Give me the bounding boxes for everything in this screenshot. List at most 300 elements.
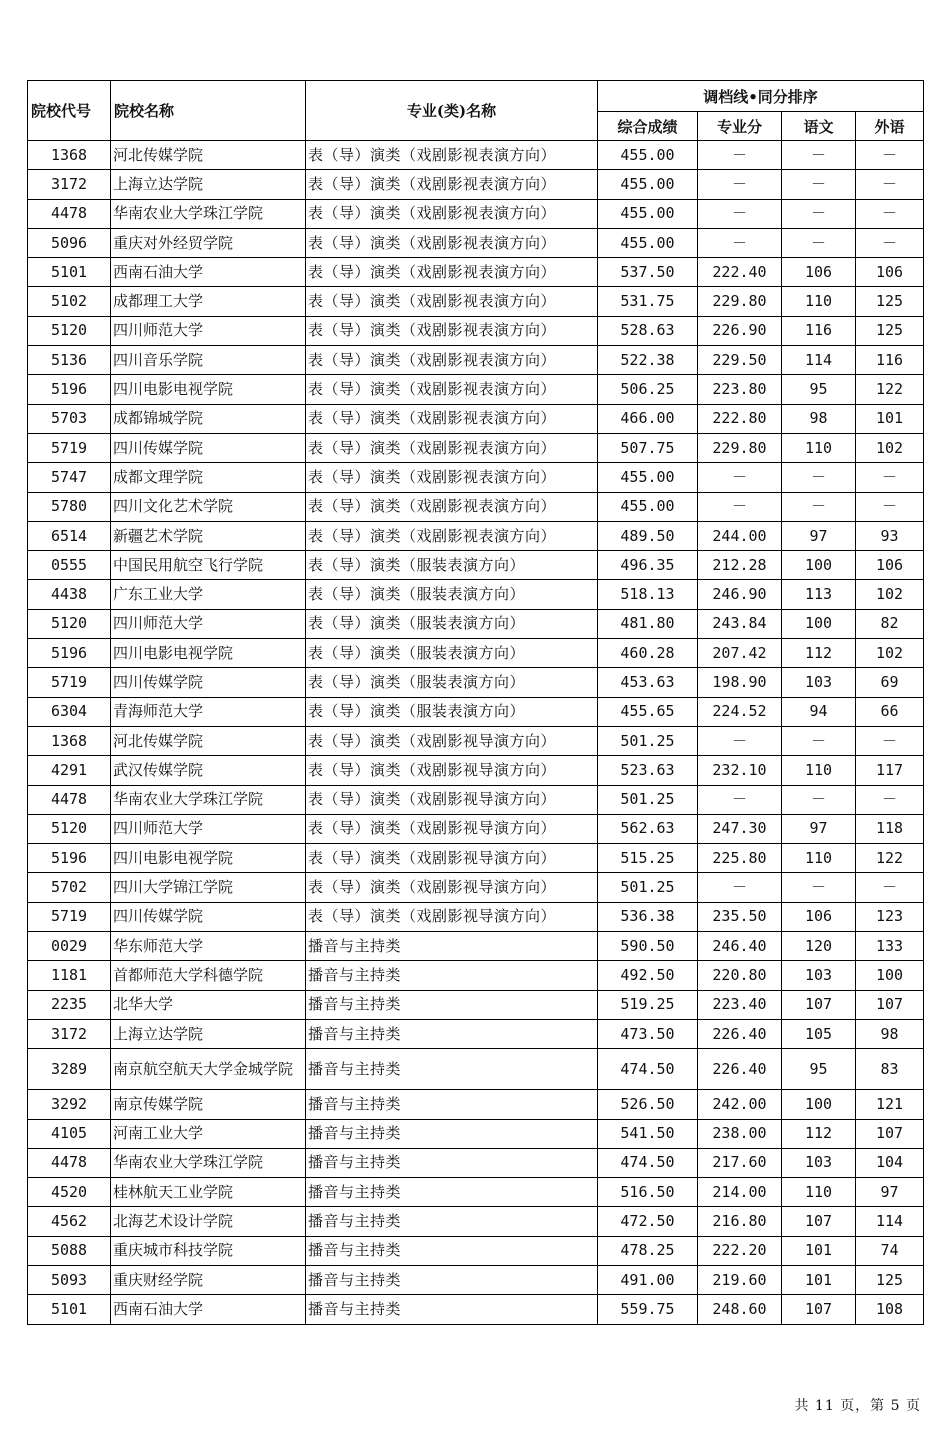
cell-foreign: 102 [856, 433, 924, 462]
cell-major: 播音与主持类 [306, 1265, 598, 1294]
cell-school: 四川师范大学 [111, 814, 306, 843]
cell-total: 455.00 [598, 492, 698, 521]
cell-total: 506.25 [598, 375, 698, 404]
cell-school: 华东师范大学 [111, 932, 306, 961]
cell-pro: 214.00 [698, 1178, 782, 1207]
cell-foreign: 114 [856, 1207, 924, 1236]
cell-major: 表（导）演类（服装表演方向） [306, 609, 598, 638]
cell-school: 上海立达学院 [111, 170, 306, 199]
cell-chinese: 120 [782, 932, 856, 961]
cell-total: 536.38 [598, 902, 698, 931]
table-row [28, 668, 924, 697]
cell-school: 成都锦城学院 [111, 404, 306, 433]
cell-major: 表（导）演类（戏剧影视表演方向） [306, 375, 598, 404]
cell-chinese: 95 [782, 1049, 856, 1090]
cell-code: 3172 [28, 170, 111, 199]
cell-school: 北华大学 [111, 990, 306, 1019]
cell-school: 新疆艺术学院 [111, 521, 306, 550]
cell-chinese: 107 [782, 990, 856, 1019]
cell-total: 455.00 [598, 199, 698, 228]
cell-code: 4438 [28, 580, 111, 609]
cell-code: 1181 [28, 961, 111, 990]
cell-school: 重庆城市科技学院 [111, 1236, 306, 1265]
cell-code: 4562 [28, 1207, 111, 1236]
cell-school: 西南石油大学 [111, 1295, 306, 1324]
cell-foreign: 102 [856, 580, 924, 609]
cell-code: 4478 [28, 199, 111, 228]
table-row [28, 1019, 924, 1048]
cell-major: 播音与主持类 [306, 1178, 598, 1207]
cell-code: 5120 [28, 814, 111, 843]
cell-school: 首都师范大学科德学院 [111, 961, 306, 990]
cell-total: 562.63 [598, 814, 698, 843]
cell-code: 3172 [28, 1019, 111, 1048]
cell-foreign: 121 [856, 1090, 924, 1119]
cell-chinese: 110 [782, 1178, 856, 1207]
cell-school: 青海师范大学 [111, 697, 306, 726]
cell-school: 成都文理学院 [111, 463, 306, 492]
cell-total: 507.75 [598, 433, 698, 462]
cell-pro: 212.28 [698, 551, 782, 580]
cell-chinese: － [782, 141, 856, 170]
cell-total: 491.00 [598, 1265, 698, 1294]
cell-code: 4478 [28, 1148, 111, 1177]
cell-school: 广东工业大学 [111, 580, 306, 609]
cell-total: 531.75 [598, 287, 698, 316]
cell-total: 501.25 [598, 785, 698, 814]
cell-major: 表（导）演类（服装表演方向） [306, 551, 598, 580]
table-row [28, 697, 924, 726]
cell-foreign: 123 [856, 902, 924, 931]
cell-school: 四川师范大学 [111, 609, 306, 638]
cell-code: 5088 [28, 1236, 111, 1265]
cell-chinese: － [782, 170, 856, 199]
table-row [28, 463, 924, 492]
cell-major: 播音与主持类 [306, 1236, 598, 1265]
cell-total: 519.25 [598, 990, 698, 1019]
cell-major: 表（导）演类（戏剧影视导演方向） [306, 785, 598, 814]
table-row [28, 199, 924, 228]
cell-school: 四川电影电视学院 [111, 375, 306, 404]
cell-total: 522.38 [598, 346, 698, 375]
cell-chinese: － [782, 492, 856, 521]
cell-chinese: 112 [782, 1119, 856, 1148]
table-row [28, 785, 924, 814]
cell-major: 表（导）演类（戏剧影视表演方向） [306, 199, 598, 228]
cell-pro: － [698, 141, 782, 170]
cell-major: 表（导）演类（戏剧影视表演方向） [306, 170, 598, 199]
cell-school: 四川传媒学院 [111, 668, 306, 697]
cell-code: 5120 [28, 316, 111, 345]
page-footer: 共 11 页，第 5 页 [794, 1398, 921, 1414]
table-row [28, 1207, 924, 1236]
cell-code: 5703 [28, 404, 111, 433]
table-row [28, 756, 924, 785]
cell-foreign: 97 [856, 1178, 924, 1207]
cell-code: 5719 [28, 902, 111, 931]
table-row [28, 492, 924, 521]
table-row [28, 228, 924, 257]
cell-chinese: 106 [782, 902, 856, 931]
cell-school: 北海艺术设计学院 [111, 1207, 306, 1236]
cell-chinese: 98 [782, 404, 856, 433]
cell-major: 表（导）演类（戏剧影视导演方向） [306, 844, 598, 873]
cell-chinese: 97 [782, 521, 856, 550]
cell-foreign: 102 [856, 639, 924, 668]
cell-code: 5719 [28, 433, 111, 462]
table-row [28, 990, 924, 1019]
cell-pro: 198.90 [698, 668, 782, 697]
cell-major: 表（导）演类（戏剧影视表演方向） [306, 228, 598, 257]
table-row [28, 346, 924, 375]
table-row [28, 1178, 924, 1207]
cell-total: 541.50 [598, 1119, 698, 1148]
cell-total: 455.00 [598, 228, 698, 257]
cell-total: 472.50 [598, 1207, 698, 1236]
cell-foreign: － [856, 492, 924, 521]
cell-total: 474.50 [598, 1148, 698, 1177]
cell-total: 516.50 [598, 1178, 698, 1207]
cell-chinese: 112 [782, 639, 856, 668]
cell-school: 武汉传媒学院 [111, 756, 306, 785]
table-row [28, 258, 924, 287]
cell-foreign: － [856, 726, 924, 755]
cell-school: 桂林航天工业学院 [111, 1178, 306, 1207]
cell-school: 南京传媒学院 [111, 1090, 306, 1119]
cell-total: 501.25 [598, 726, 698, 755]
cell-total: 515.25 [598, 844, 698, 873]
cell-foreign: 107 [856, 1119, 924, 1148]
cell-total: 523.63 [598, 756, 698, 785]
cell-chinese: － [782, 873, 856, 902]
cell-foreign: － [856, 785, 924, 814]
cell-major: 表（导）演类（戏剧影视表演方向） [306, 141, 598, 170]
cell-major: 播音与主持类 [306, 1207, 598, 1236]
table-row [28, 609, 924, 638]
cell-pro: 226.40 [698, 1019, 782, 1048]
cell-foreign: 74 [856, 1236, 924, 1265]
cell-school: 四川师范大学 [111, 316, 306, 345]
cell-code: 4105 [28, 1119, 111, 1148]
header-school: 院校名称 [111, 81, 306, 141]
table-row [28, 844, 924, 873]
table-row [28, 521, 924, 550]
cell-pro: 243.84 [698, 609, 782, 638]
cell-code: 5196 [28, 844, 111, 873]
cell-chinese: 105 [782, 1019, 856, 1048]
cell-major: 播音与主持类 [306, 932, 598, 961]
cell-foreign: 108 [856, 1295, 924, 1324]
table-row [28, 639, 924, 668]
cell-pro: 247.30 [698, 814, 782, 843]
cell-major: 播音与主持类 [306, 1295, 598, 1324]
cell-major: 播音与主持类 [306, 990, 598, 1019]
cell-pro: 246.90 [698, 580, 782, 609]
cell-school: 中国民用航空飞行学院 [111, 551, 306, 580]
cell-total: 455.00 [598, 170, 698, 199]
cell-major: 表（导）演类（服装表演方向） [306, 697, 598, 726]
cell-chinese: 100 [782, 1090, 856, 1119]
cell-foreign: 101 [856, 404, 924, 433]
cell-foreign: － [856, 463, 924, 492]
cell-total: 559.75 [598, 1295, 698, 1324]
cell-school: 上海立达学院 [111, 1019, 306, 1048]
cell-major: 表（导）演类（服装表演方向） [306, 639, 598, 668]
table-row [28, 580, 924, 609]
cell-chinese: 103 [782, 1148, 856, 1177]
cell-total: 455.00 [598, 141, 698, 170]
cell-school: 南京航空航天大学金城学院 [111, 1049, 306, 1090]
cell-foreign: 66 [856, 697, 924, 726]
cell-chinese: － [782, 726, 856, 755]
cell-chinese: 106 [782, 258, 856, 287]
cell-pro: 229.50 [698, 346, 782, 375]
cell-school: 重庆财经学院 [111, 1265, 306, 1294]
cell-pro: － [698, 873, 782, 902]
cell-school: 四川文化艺术学院 [111, 492, 306, 521]
cell-school: 四川大学锦江学院 [111, 873, 306, 902]
cell-foreign: 125 [856, 316, 924, 345]
cell-school: 华南农业大学珠江学院 [111, 199, 306, 228]
cell-pro: 222.20 [698, 1236, 782, 1265]
cell-pro: 232.10 [698, 756, 782, 785]
cell-pro: 216.80 [698, 1207, 782, 1236]
cell-chinese: 100 [782, 551, 856, 580]
cell-school: 河北传媒学院 [111, 726, 306, 755]
table-row [28, 433, 924, 462]
header-group: 调档线•同分排序 [598, 81, 924, 112]
cell-major: 表（导）演类（戏剧影视表演方向） [306, 258, 598, 287]
table-row [28, 316, 924, 345]
cell-school: 四川音乐学院 [111, 346, 306, 375]
cell-school: 四川电影电视学院 [111, 844, 306, 873]
cell-pro: 229.80 [698, 287, 782, 316]
cell-chinese: 100 [782, 609, 856, 638]
cell-code: 1368 [28, 726, 111, 755]
cell-school: 重庆对外经贸学院 [111, 228, 306, 257]
cell-major: 表（导）演类（戏剧影视表演方向） [306, 463, 598, 492]
table-row [28, 932, 924, 961]
cell-major: 表（导）演类（戏剧影视表演方向） [306, 492, 598, 521]
cell-foreign: － [856, 873, 924, 902]
cell-pro: 226.40 [698, 1049, 782, 1090]
cell-major: 表（导）演类（戏剧影视导演方向） [306, 873, 598, 902]
table-row [28, 902, 924, 931]
cell-pro: － [698, 492, 782, 521]
cell-pro: 235.50 [698, 902, 782, 931]
cell-pro: 224.52 [698, 697, 782, 726]
cell-pro: － [698, 726, 782, 755]
cell-total: 473.50 [598, 1019, 698, 1048]
cell-foreign: － [856, 228, 924, 257]
table-row [28, 1090, 924, 1119]
cell-school: 四川传媒学院 [111, 433, 306, 462]
cell-foreign: 122 [856, 844, 924, 873]
cell-school: 河南工业大学 [111, 1119, 306, 1148]
table-row [28, 1236, 924, 1265]
cell-foreign: 100 [856, 961, 924, 990]
table-row [28, 726, 924, 755]
cell-total: 460.28 [598, 639, 698, 668]
cell-code: 5196 [28, 375, 111, 404]
cell-chinese: － [782, 228, 856, 257]
cell-code: 5747 [28, 463, 111, 492]
cell-chinese: 110 [782, 287, 856, 316]
cell-chinese: 101 [782, 1265, 856, 1294]
table-row [28, 1049, 924, 1090]
cell-foreign: － [856, 170, 924, 199]
cell-total: 453.63 [598, 668, 698, 697]
cell-major: 播音与主持类 [306, 1119, 598, 1148]
cell-major: 表（导）演类（戏剧影视表演方向） [306, 433, 598, 462]
cell-foreign: 133 [856, 932, 924, 961]
cell-chinese: 103 [782, 668, 856, 697]
cell-pro: 222.40 [698, 258, 782, 287]
cell-major: 表（导）演类（戏剧影视表演方向） [306, 521, 598, 550]
cell-total: 478.25 [598, 1236, 698, 1265]
cell-school: 河北传媒学院 [111, 141, 306, 170]
cell-code: 3289 [28, 1049, 111, 1090]
cell-total: 481.80 [598, 609, 698, 638]
cell-code: 0555 [28, 551, 111, 580]
cell-foreign: 106 [856, 258, 924, 287]
cell-foreign: － [856, 141, 924, 170]
cell-pro: 217.60 [698, 1148, 782, 1177]
cell-foreign: － [856, 199, 924, 228]
cell-school: 四川电影电视学院 [111, 639, 306, 668]
cell-major: 播音与主持类 [306, 1090, 598, 1119]
cell-foreign: 83 [856, 1049, 924, 1090]
cell-code: 5093 [28, 1265, 111, 1294]
cell-chinese: － [782, 199, 856, 228]
cell-major: 表（导）演类（服装表演方向） [306, 668, 598, 697]
cell-code: 5120 [28, 609, 111, 638]
cell-chinese: 103 [782, 961, 856, 990]
cell-pro: 207.42 [698, 639, 782, 668]
cell-chinese: 110 [782, 844, 856, 873]
table-header [28, 81, 924, 141]
cell-code: 2235 [28, 990, 111, 1019]
cell-pro: － [698, 228, 782, 257]
cell-school: 西南石油大学 [111, 258, 306, 287]
cell-major: 表（导）演类（戏剧影视表演方向） [306, 287, 598, 316]
table-row [28, 1265, 924, 1294]
table-row [28, 404, 924, 433]
cell-code: 6304 [28, 697, 111, 726]
cell-foreign: 117 [856, 756, 924, 785]
cell-foreign: 125 [856, 287, 924, 316]
cell-foreign: 125 [856, 1265, 924, 1294]
cell-code: 3292 [28, 1090, 111, 1119]
cell-total: 501.25 [598, 873, 698, 902]
cell-foreign: 122 [856, 375, 924, 404]
cell-foreign: 118 [856, 814, 924, 843]
cell-code: 5196 [28, 639, 111, 668]
cell-school: 成都理工大学 [111, 287, 306, 316]
cell-chinese: 114 [782, 346, 856, 375]
cell-foreign: 104 [856, 1148, 924, 1177]
cell-pro: － [698, 199, 782, 228]
table-row [28, 1148, 924, 1177]
cell-major: 播音与主持类 [306, 1049, 598, 1090]
cell-foreign: 107 [856, 990, 924, 1019]
cell-total: 528.63 [598, 316, 698, 345]
cell-total: 455.00 [598, 463, 698, 492]
cell-chinese: 97 [782, 814, 856, 843]
cell-chinese: 113 [782, 580, 856, 609]
cell-total: 518.13 [598, 580, 698, 609]
cell-pro: 229.80 [698, 433, 782, 462]
cell-major: 表（导）演类（戏剧影视导演方向） [306, 726, 598, 755]
cell-major: 表（导）演类（戏剧影视表演方向） [306, 316, 598, 345]
cell-major: 播音与主持类 [306, 1019, 598, 1048]
cell-school: 华南农业大学珠江学院 [111, 785, 306, 814]
cell-foreign: 82 [856, 609, 924, 638]
table-row [28, 814, 924, 843]
cell-major: 表（导）演类（戏剧影视表演方向） [306, 346, 598, 375]
cell-pro: 225.80 [698, 844, 782, 873]
cell-code: 4291 [28, 756, 111, 785]
table-row [28, 1295, 924, 1324]
cell-pro: 223.40 [698, 990, 782, 1019]
cell-code: 4520 [28, 1178, 111, 1207]
table-row [28, 170, 924, 199]
cell-code: 5702 [28, 873, 111, 902]
table-row [28, 1119, 924, 1148]
table-row [28, 287, 924, 316]
cell-major: 播音与主持类 [306, 961, 598, 990]
cell-pro: － [698, 170, 782, 199]
cell-total: 496.35 [598, 551, 698, 580]
cell-foreign: 69 [856, 668, 924, 697]
cell-pro: 238.00 [698, 1119, 782, 1148]
table-row [28, 375, 924, 404]
header-pro: 专业分 [698, 112, 782, 141]
cell-total: 537.50 [598, 258, 698, 287]
cell-chinese: － [782, 785, 856, 814]
cell-pro: 219.60 [698, 1265, 782, 1294]
cell-foreign: 98 [856, 1019, 924, 1048]
cell-major: 表（导）演类（戏剧影视导演方向） [306, 756, 598, 785]
header-major: 专业(类)名称 [306, 81, 598, 141]
header-total: 综合成绩 [598, 112, 698, 141]
cell-code: 5102 [28, 287, 111, 316]
cell-pro: 220.80 [698, 961, 782, 990]
admission-score-table [27, 80, 924, 1325]
cell-chinese: 95 [782, 375, 856, 404]
cell-code: 5719 [28, 668, 111, 697]
cell-chinese: － [782, 463, 856, 492]
cell-code: 5780 [28, 492, 111, 521]
cell-chinese: 101 [782, 1236, 856, 1265]
cell-total: 526.50 [598, 1090, 698, 1119]
cell-pro: 226.90 [698, 316, 782, 345]
cell-foreign: 93 [856, 521, 924, 550]
cell-chinese: 116 [782, 316, 856, 345]
cell-chinese: 107 [782, 1295, 856, 1324]
cell-chinese: 110 [782, 756, 856, 785]
cell-pro: 223.80 [698, 375, 782, 404]
cell-pro: － [698, 463, 782, 492]
cell-pro: 242.00 [698, 1090, 782, 1119]
cell-code: 1368 [28, 141, 111, 170]
cell-chinese: 107 [782, 1207, 856, 1236]
cell-code: 5136 [28, 346, 111, 375]
table-row [28, 551, 924, 580]
cell-pro: 246.40 [698, 932, 782, 961]
cell-total: 590.50 [598, 932, 698, 961]
table-body [28, 141, 924, 1325]
